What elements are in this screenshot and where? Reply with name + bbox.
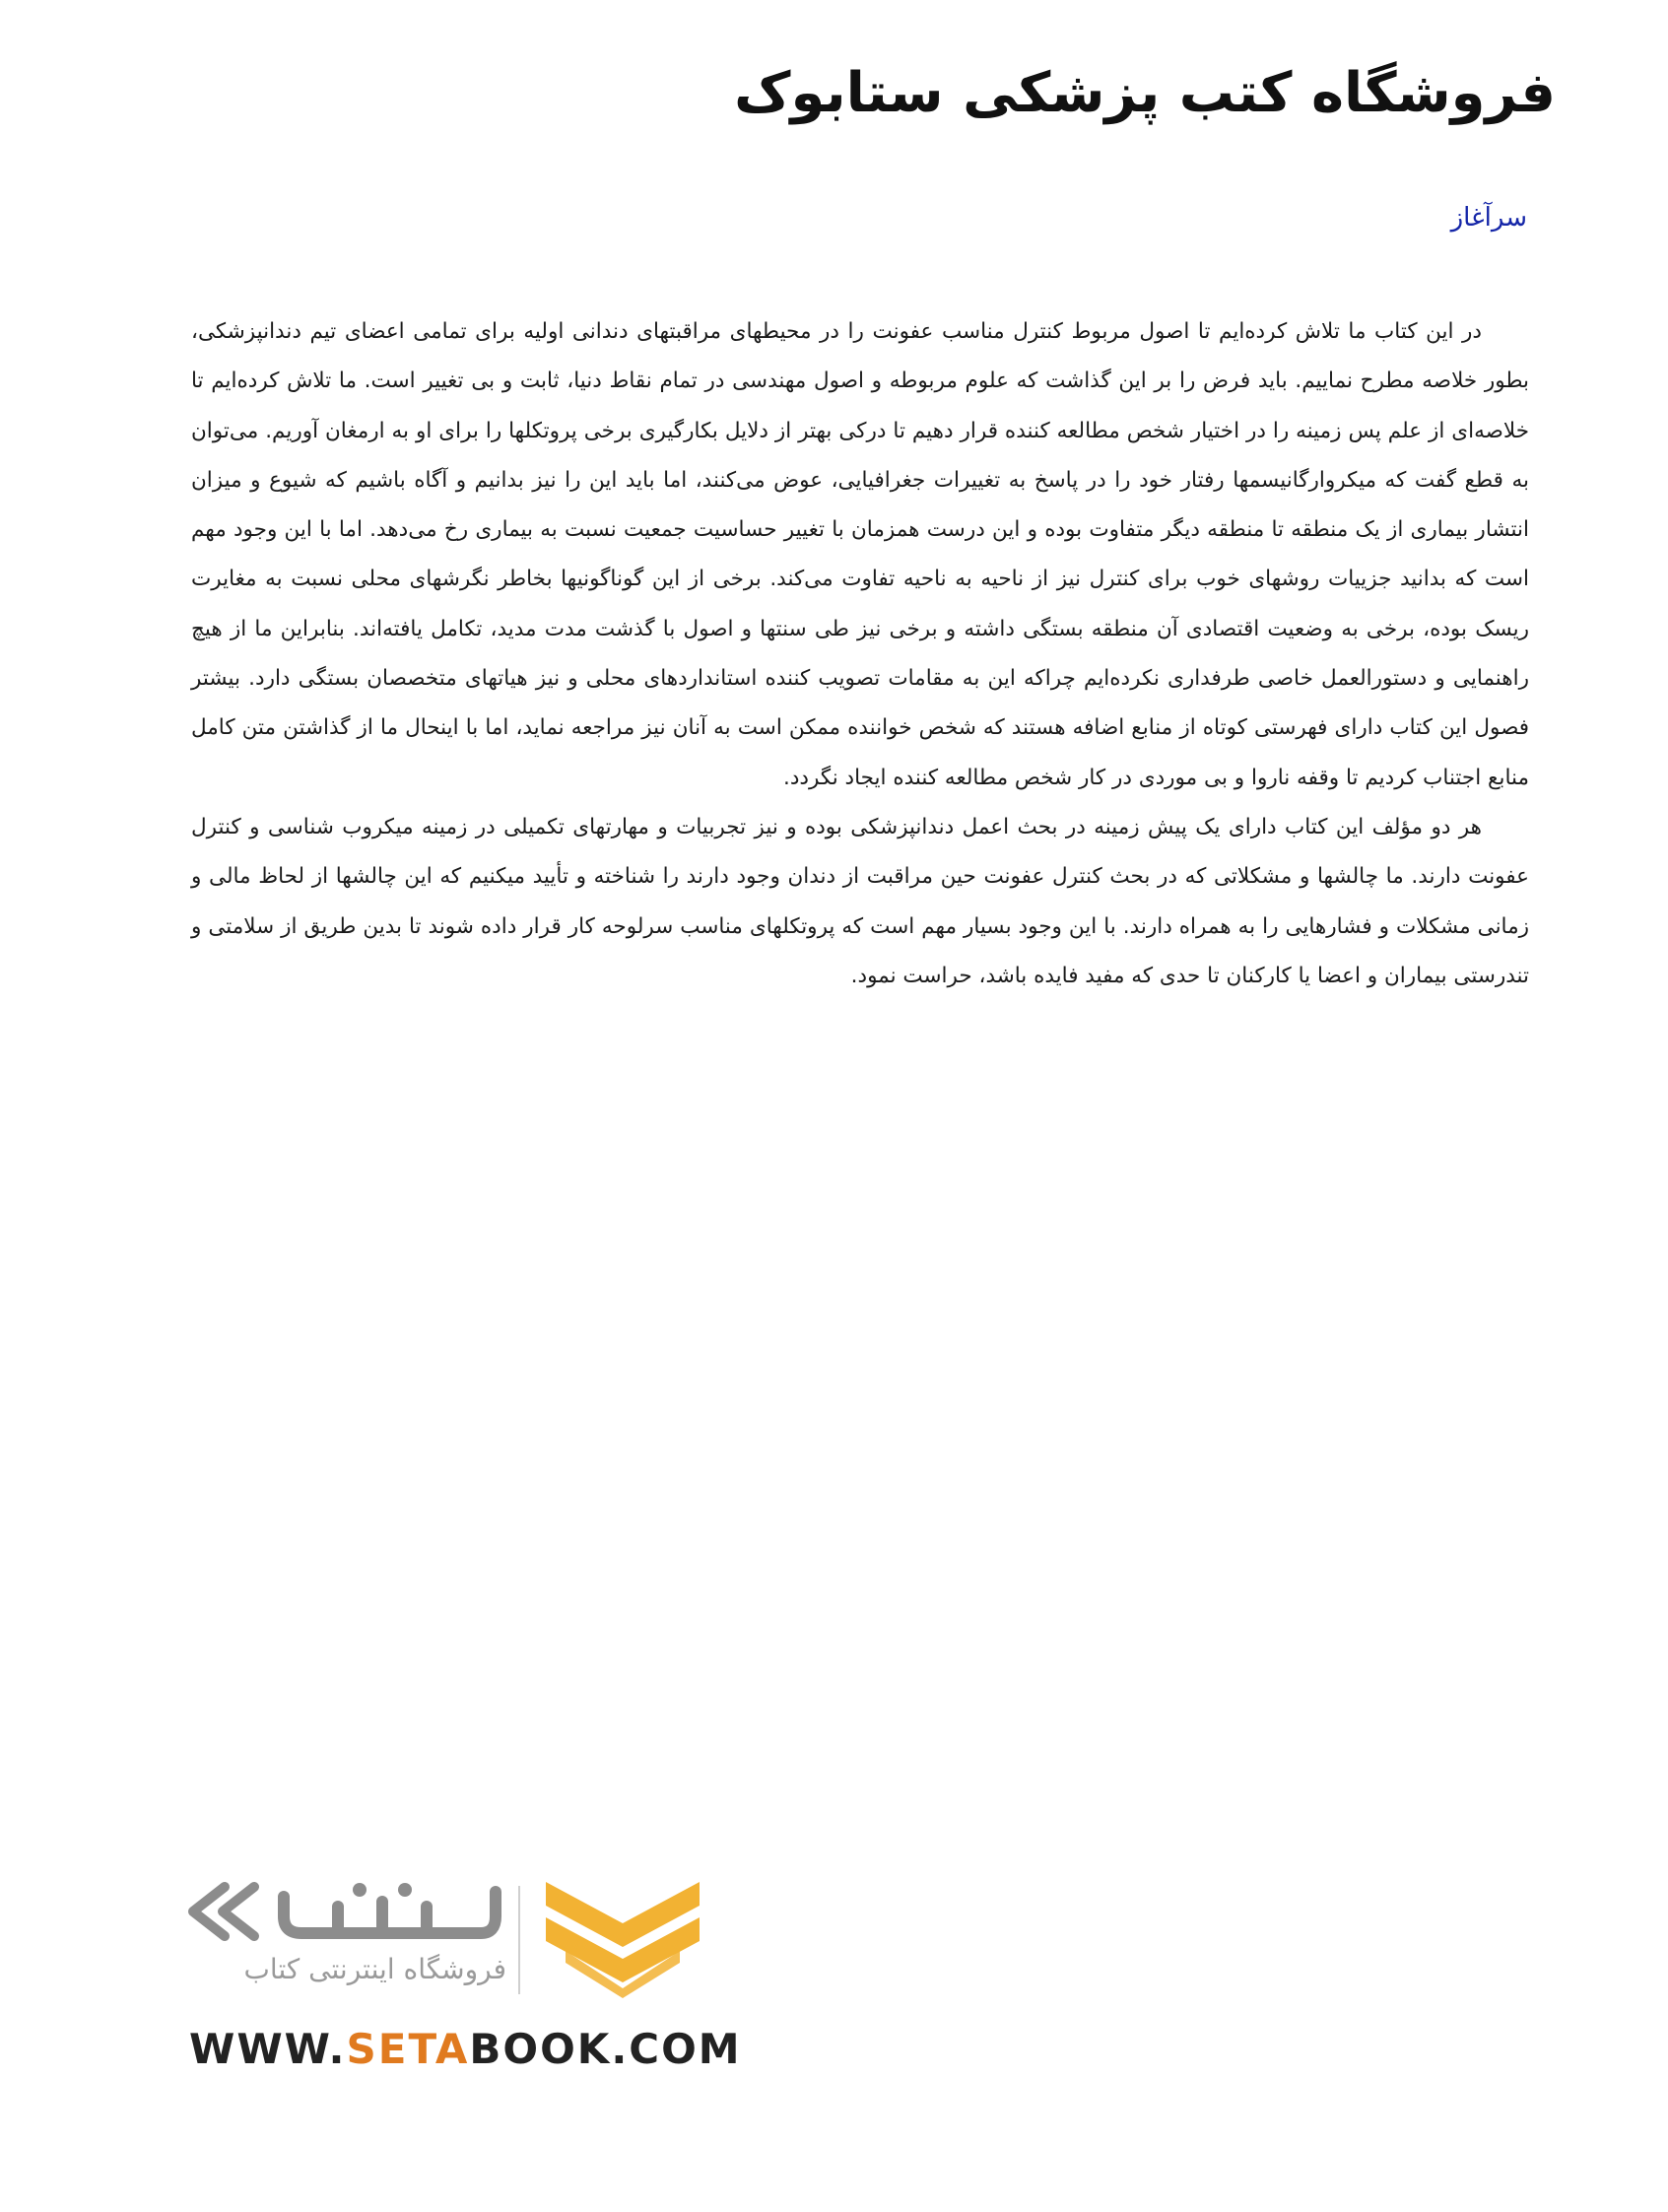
body-text [191, 307, 1529, 1001]
logo-wordmark-graphic [166, 1872, 510, 1951]
paragraph: در این کتاب ما تلاش کرده‌ایم تا اصول مربوط کنترل مناسب عفونت را در محیطهای مراقبتهای دندانی اولیه برای تمامی اعضای تیم دندانپزشکی، بطور خلاصه مطرح نماییم. باید فرض را بر این گذاشت که علوم مربوطه و اصول مهندسی در تمام نقاط دنیا، ثابت و بی تغییر است. ما تلاش کرده‌ایم تا خلاصه‌ای از علم پس زمینه را در اختیار شخص مطالعه کننده قرار دهیم تا درکی بهتر از دلایل بکارگیری برخی پروتکلها را برای او به ارمغان آوریم. می‌توان به قطع گفت که میکروارگانیسمها رفتار خود را در پاسخ به تغییرات جغرافیایی، عوض می‌کنند، اما باید این را نیز بدانیم و آگاه باشیم که شیوع و میزان انتشار بیماری از یک منطقه تا منطقه دیگر متفاوت بوده و این درست همزمان با تغییر حساسیت جمعیت نسبت به بیماری رخ می‌دهد. اما با این وجود مهم است که بدانید جزییات روشهای خوب برای کنترل نیز از ناحیه به ناحیه تفاوت می‌کند. برخی از این گوناگونیها بخاطر نگرشهای محلی نسبت به مغایرت ریسک بوده، برخی به وضعیت اقتصادی آن منطقه بستگی داشته و برخی نیز طی سنتها و اصول با گذشت مدت مدید، تکامل یافته‌اند. بنابراین ما از هیچ راهنمایی و دستورالعمل خاصی طرفداری نکرده‌ایم چراکه این به مقامات تصویب کننده استانداردهای محلی و نیز هیاتهای متخصصان بستگی دارد. بیشتر فصول این کتاب دارای فهرستی کوتاه از منابع اضافه هستند که شخص خواننده ممکن است به آنان نیز مراجعه نماید، اما با اینحال ما از گذاشتن متن کامل منابع اجتناب کردیم تا وقفه ناروا و بی موردی در کار شخص مطالعه کننده ایجاد نگردد. [191, 319, 1529, 790]
logo-divider [518, 1886, 520, 1994]
section-heading: سرآغاز [1450, 203, 1527, 233]
page-title: فروشگاه کتب پزشکی ستابوک [734, 61, 1556, 125]
logo-tagline: فروشگاه اینترنتی کتاب [243, 1953, 506, 1985]
paragraph: هر دو مؤلف این کتاب دارای یک پیش زمینه در بحث اعمل دندانپزشکی بوده و نیز تجربیات و مهارتهای تکمیلی در زمینه میکروب شناسی و کنترل عفونت دارند. ما چالشها و مشکلاتی که در بحث کنترل عفونت حین مراقبت از دندان وجود دارند را شناخته و تأیید میکنیم که این چالشها از لحاظ مالی و زمانی مشکلات و فشارهایی را به همراه دارند. با این وجود بسیار مهم است که پروتکلهای مناسب سرلوحه کار قرار داده شوند تا بدین طریق از سلامتی و تندرستی بیماران و اعضا یا کارکنان تا حدی که مفید فایده باشد، حراست نمود. [191, 814, 1529, 988]
website-url[interactable] [189, 2025, 742, 2073]
book-chevron-icon [540, 1872, 705, 1998]
url-suffix: BOOK.COM [469, 2025, 742, 2073]
url-accent: SETA [346, 2025, 470, 2073]
setabook-logo[interactable] [166, 1872, 717, 2005]
url-prefix: WWW. [189, 2025, 347, 2073]
